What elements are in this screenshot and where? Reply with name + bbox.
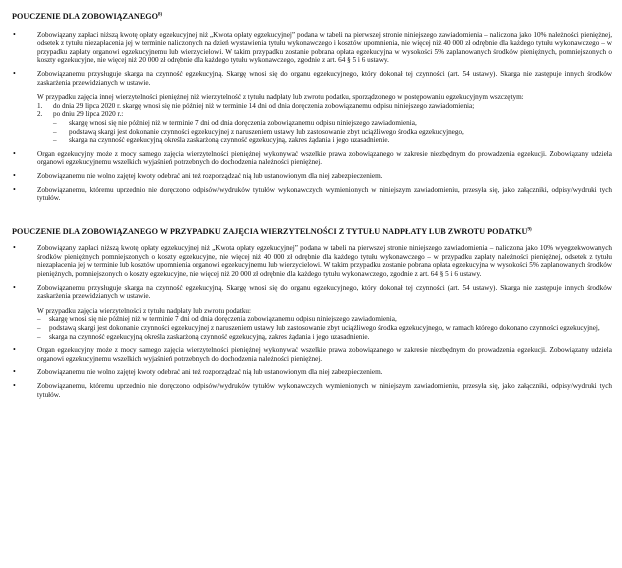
paragraph: W przypadku zajęcia innej wierzytelności pieniężnej niż wierzytelność z tytułu nadpłaty lub zwrotu podatku, sporządzonego w postępowaniu egzekucyjnym wszczętym:	[37, 93, 524, 102]
footnote-marker: 8)	[158, 12, 163, 18]
item-text: po dniu 29 lipca 2020 r.:	[53, 110, 124, 119]
dash-icon: –	[53, 136, 57, 145]
bullet-icon: •	[13, 367, 16, 377]
paragraph: Zobowiązany zapłaci niższą kwotę opłaty egzekucyjnej niż „Kwota opłaty egzekucyjnej” podana w tabeli na pierwszej stronie niniejszego zawiadomienia – naliczona jako 10% wyegzekwowanych środków pieniężnych pomniejszonych o koszty egzekucyjne, nie więcej niż 40 000 zł odrębnie dla każdego tytułu wykonawczego – w przypadku zapłaty należności pieniężnej, odsetek z tytułu niezapłacenia jej w terminie lub kosztów upomnienia organowi egzekucyjnemu lub wierzycielowi. W takim przypadku zostanie pobrana opłata egzekucyjna w wysokości 5% zaplanowanych środków pieniężnych, pomniejszonych o koszty egzekucyjne, nie więcej niż 20 000 zł odrębnie dla każdego tytułu wykonawczego, zgodnie z art. 64 § 5 i 6 ustawy.	[37, 244, 612, 279]
list-item	[12, 244, 612, 278]
dash-icon: –	[37, 324, 41, 333]
section-tax-refund-instructions	[12, 227, 612, 400]
dash-item	[37, 119, 612, 128]
dash-text: skargę wnosi się nie później niż w terminie 7 dni od dnia doręczenia zobowiązanemu odpisu niniejszego zawiadomienia,	[49, 315, 397, 324]
dash-icon: –	[53, 127, 57, 136]
paragraph: Zobowiązanemu przysługuje skarga na czynność egzekucyjną. Skargę wnosi się do organu egzekucyjnego, który dokonał tej czynności (art. 54 ustawy). Skarga nie zastępuje innych środków zaskarżenia przewidzianych w ustawie.	[37, 69, 612, 87]
heading-text: POUCZENIE DLA ZOBOWIĄZANEGO W PRZYPADKU ZAJĘCIA WIERZYTELNOŚCI Z TYTUŁU NADPŁATY LUB ZWROTU PODATKU	[12, 226, 528, 236]
complaint-block	[37, 284, 612, 342]
dash-item	[37, 136, 612, 145]
list-item	[12, 186, 612, 203]
dash-icon: –	[53, 118, 57, 127]
paragraph: Zobowiązany zapłaci niższą kwotę opłaty egzekucyjnej niż „Kwota opłaty egzekucyjnej” podana w tabeli na pierwszej stronie niniejszego zawiadomienia – naliczona jako 10% należności pieniężnej, odsetek z tytułu niezapłacenia jej w terminie naliczonych na dzień wystawienia tytułu wykonawczego i kosztów upomnienia, nie więcej niż 40 000 zł odrębnie dla każdego tytułu wykonawczego – w przypadku zapłaty organowi egzekucyjnemu lub wierzycielowi. W takim przypadku zostanie pobrana opłata egzekucyjna w wysokości 5% zaplanowanych środków pieniężnych, pomniejszonych o koszty egzekucyjne, nie więcej niż 20 000 zł odrębnie dla każdego tytułu wykonawczego, zgodnie z art. 64 § 5 i 6 ustawy.	[37, 30, 612, 65]
bullet-icon: •	[13, 282, 16, 292]
section-heading	[12, 227, 612, 237]
section-heading	[12, 12, 612, 22]
paragraph: Organ egzekucyjny może z mocy samego zajęcia wierzytelności pieniężnej wykonywać wszelkie prawa zobowiązanego w zakresie niezbędnym do prowadzenia egzekucji. Zobowiązany udziela organowi egzekucyjnemu wszelkich wyjaśnień potrzebnych do dochodzenia należności pieniężnej.	[37, 149, 612, 167]
dash-text: skarga na czynność egzekucyjną określa zaskarżoną czynność egzekucyjną, zakres żądania i jego uzasadnienie.	[49, 332, 370, 341]
item-number: 1.	[37, 101, 43, 110]
dash-text: skargę wnosi się nie później niż w terminie 7 dni od dnia doręczenia zobowiązanemu odpisu niniejszego zawiadomienia,	[69, 118, 417, 127]
footnote-marker: 9)	[527, 226, 532, 232]
paragraph: Zobowiązanemu, któremu uprzednio nie doręczono odpisów/wydruków tytułów wykonawczych wymienionych w niniejszym zawiadomieniu, przesyła się, jako załączniki, odpisy/wydruki tych tytułów.	[37, 185, 612, 203]
bullet-icon: •	[13, 29, 16, 39]
bullet-icon: •	[13, 68, 16, 78]
dash-item	[37, 128, 612, 137]
paragraph: Zobowiązanemu nie wolno zajętej kwoty odebrać ani też rozporządzać nią lub ustanowionym dla niej zabezpieczeniem.	[37, 368, 383, 377]
dash-text: podstawą skargi jest dokonanie czynności egzekucyjnej z naruszeniem ustawy lub zastosowanie zbyt uciążliwego środka egzekucyjnego, w ramach którego dokonano czynności egzekucyjnej,	[49, 324, 600, 333]
bullet-icon: •	[13, 345, 16, 355]
bullet-icon: •	[13, 184, 16, 194]
numbered-item	[37, 110, 612, 119]
item-text: do dnia 29 lipca 2020 r. skargę wnosi się nie później niż w terminie 14 dni od dnia doręczenia zobowiązanemu odpisu niniejszego zawiadomienia;	[53, 101, 475, 110]
list-item	[12, 346, 612, 363]
section-instructions	[12, 12, 612, 203]
bullet-icon: •	[13, 381, 16, 390]
dash-text: skarga na czynność egzekucyjną określa zaskarżoną czynność egzekucyjną, zakres żądania i jego uzasadnienie.	[69, 136, 390, 145]
dash-item	[37, 324, 612, 333]
paragraph: Zobowiązanemu przysługuje skarga na czynność egzekucyjną. Skargę wnosi się do organu egzekucyjnego, który dokonał tej czynności (art. 54 ustawy). Skarga nie zastępuje innych środków zaskarżenia przewidzianych w ustawie.	[37, 283, 612, 301]
heading-text: POUCZENIE DLA ZOBOWIĄZANEGO	[12, 12, 159, 21]
list-item	[12, 31, 612, 65]
paragraph: Zobowiązanemu nie wolno zajętej kwoty odebrać ani też rozporządzać nią lub ustanowionym dla niej zabezpieczeniem.	[37, 171, 383, 180]
dash-item	[37, 315, 612, 324]
numbered-item	[37, 102, 612, 111]
paragraph: Organ egzekucyjny może z mocy samego zajęcia wierzytelności pieniężnej wykonywać wszelkie prawa zobowiązanego w zakresie niezbędnym do prowadzenia egzekucji. Zobowiązany udziela organowi egzekucyjnemu wszelkich wyjaśnień potrzebnych do dochodzenia należności pieniężnej.	[37, 346, 612, 363]
list-item	[12, 172, 612, 181]
list-item	[12, 70, 612, 145]
list-item	[12, 368, 612, 377]
item-number: 2.	[37, 110, 43, 119]
dash-item	[37, 333, 612, 342]
dash-icon: –	[37, 332, 41, 341]
bullet-icon: •	[13, 243, 16, 253]
complaint-block	[37, 70, 612, 145]
dash-icon: –	[37, 315, 41, 324]
list-item	[12, 382, 612, 399]
dash-text: podstawą skargi jest dokonanie czynności egzekucyjnej z naruszeniem ustawy lub zastosowanie zbyt uciążliwego środka egzekucyjnego,	[69, 127, 464, 136]
list-item	[12, 150, 612, 167]
paragraph: W przypadku zajęcia wierzytelności z tytułu nadpłaty lub zwrotu podatku:	[37, 306, 252, 315]
list-item	[12, 284, 612, 342]
bullet-icon: •	[13, 170, 16, 180]
paragraph: Zobowiązanemu, któremu uprzednio nie doręczono odpisów/wydruków tytułów wykonawczych wymienionych w niniejszym zawiadomieniu, przesyła się, jako załączniki, odpisy/wydruki tych tytułów.	[37, 382, 612, 399]
bullet-icon: •	[13, 148, 16, 158]
